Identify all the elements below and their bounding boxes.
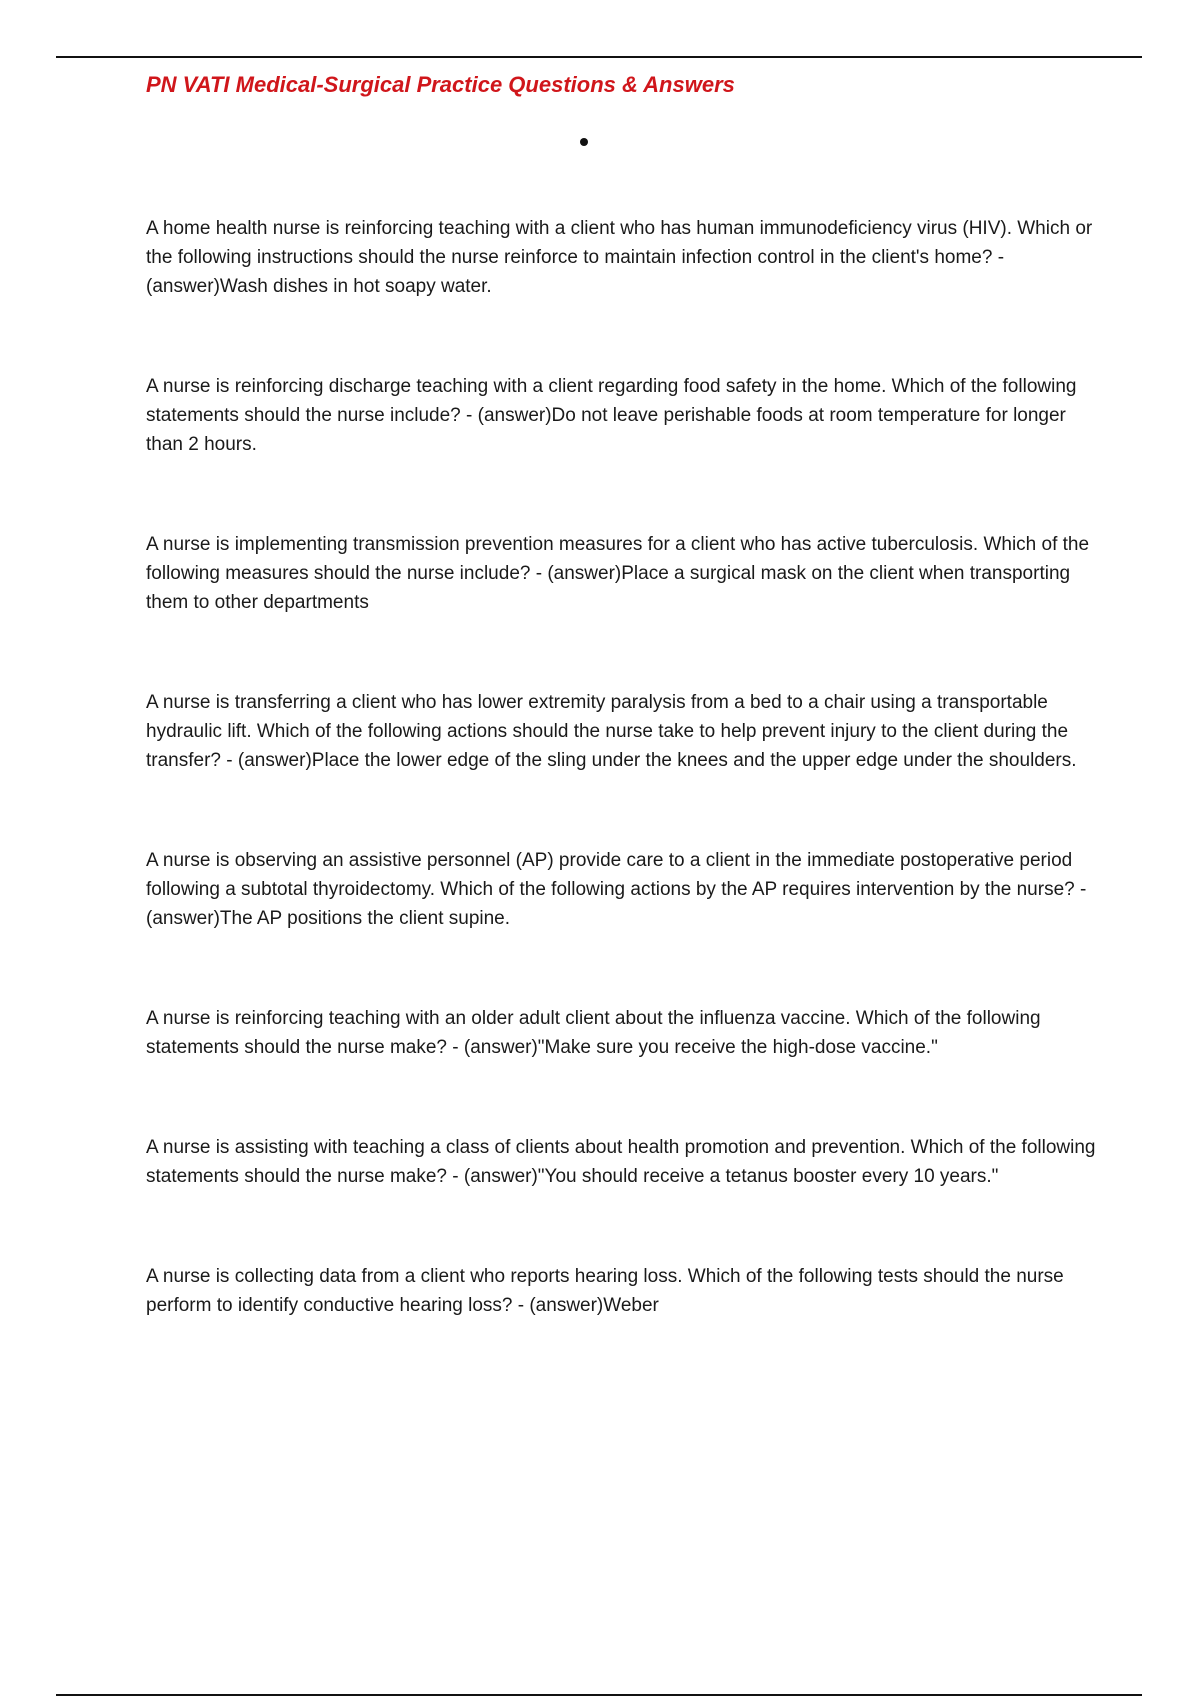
- qa-item-8: A nurse is collecting data from a client who reports hearing loss. Which of the following tests should the nurse perform to identify conductive hearing loss? - (answer)Weber: [146, 1266, 1064, 1316]
- top-rule: [56, 56, 1142, 58]
- bullet-dot: [580, 138, 588, 146]
- bottom-rule: [56, 1694, 1142, 1696]
- qa-item-3: A nurse is implementing transmission prevention measures for a client who has active tuberculosis. Which of the following measures should the nurse include? - (answer)Place a surgical mask on the client when transporting them to other departments: [146, 534, 1090, 613]
- qa-item-7: A nurse is assisting with teaching a class of clients about health promotion and prevention. Which of the following statements should the nurse make? - (answer)"You should receive a tetanus booster every 10 years.": [146, 1137, 1096, 1187]
- qa-item-2: A nurse is reinforcing discharge teaching with a client regarding food safety in the home. Which of the following statements should the nurse include? - (answer)Do not leave perishable foods at room temperature for longer than 2 hours.: [146, 376, 1077, 455]
- qa-item-6: A nurse is reinforcing teaching with an older adult client about the influenza vaccine. Which of the following statements should the nurse make? - (answer)"Make sure you receive the high-dose vaccine.": [146, 1008, 1041, 1058]
- qa-item-4: A nurse is transferring a client who has lower extremity paralysis from a bed to a chair using a transportable hydraulic lift. Which of the following actions should the nurse take to help prevent injury to the client during the transfer? - (answer)Place the lower edge of the sling under the knees and the upper edge under the shoulders.: [146, 692, 1077, 771]
- qa-list: [146, 214, 1096, 1391]
- qa-item-5: A nurse is observing an assistive personnel (AP) provide care to a client in the immediate postoperative period following a subtotal thyroidectomy. Which of the following actions by the AP requires intervention by the nurse? - (answer)The AP positions the client supine.: [146, 850, 1087, 929]
- document-title: PN VATI Medical-Surgical Practice Questions & Answers: [146, 72, 735, 97]
- qa-item-1: A home health nurse is reinforcing teaching with a client who has human immunodeficiency virus (HIV). Which or the following instructions should the nurse reinforce to maintain infection control in the client's home? - (answer)Wash dishes in hot soapy water.: [146, 218, 1093, 297]
